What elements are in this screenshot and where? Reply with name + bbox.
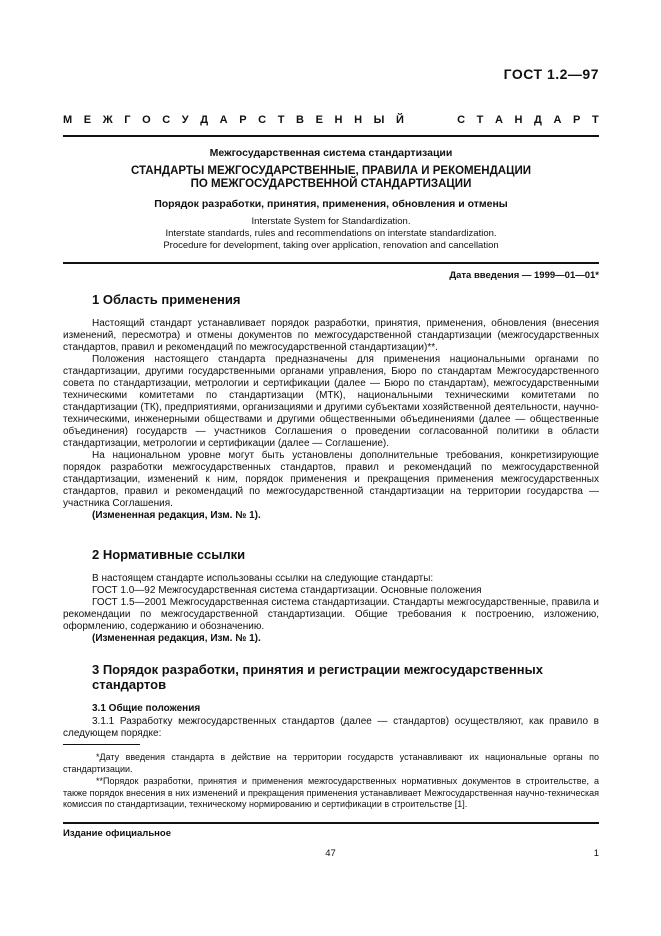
gost-number: ГОСТ 1.2—97: [503, 66, 599, 82]
banner-letter: М: [63, 114, 73, 126]
banner-letter: Р: [239, 114, 247, 126]
system-title: Межгосударственная система стандартизации: [209, 147, 453, 159]
banner-letter: Т: [591, 114, 599, 126]
reference-item: ГОСТ 1.0—92 Межгосударственная система стандартизации. Основные положения: [92, 585, 482, 596]
section-1-body: [63, 318, 599, 522]
subsection-3-1-heading: 3.1 Общие положения: [92, 703, 201, 714]
banner-letter: С: [457, 114, 466, 126]
banner-letter: Н: [334, 114, 343, 126]
sheet-number: 1: [593, 848, 599, 859]
reference-item: ГОСТ 1.5—2001 Межгосударственная система стандартизации. Стандарты межгосударственные, правила и рекомендации по межгосударственной стандартизации. Общие требования к построению, изложению, оформлению, содержанию и обозначению.: [63, 597, 599, 632]
banner-letter: О: [142, 114, 151, 126]
footnote: **Порядок разработки, принятия и применения межгосударственных нормативных документов в строительстве, а также порядок внесения в них изменений и прекращения применения устанавливает Межгосударственная научно-техническая комиссия по стандартизации, техническому нормированию и сертификации в строительстве [1].: [63, 776, 599, 809]
effective-date: Дата введения — 1999—01—01*: [449, 270, 599, 281]
banner-letter: У: [181, 114, 189, 126]
section-3-heading: [92, 662, 543, 692]
paragraph: 3.1.1 Разработку межгосударственных стандартов (далее — стандартов) осуществляют, как правило в следующем порядке:: [63, 716, 599, 739]
banner-letter: Ы: [373, 114, 385, 126]
english-title-line: Procedure for development, taking over application, renovation and cancellation: [163, 240, 499, 251]
title-rule: [63, 262, 599, 264]
section-3-heading-line: 3 Порядок разработки, принятия и регистрации межгосударственных: [92, 662, 543, 677]
section-3-heading-line: стандартов: [92, 677, 167, 692]
banner-letter: Е: [315, 114, 323, 126]
paragraph: Настоящий стандарт устанавливает порядок разработки, принятия, применения, обновления (внесения изменений, пересмотра) и отмены документов по межгосударственной стандартизации (межгосударственных стандартов, правил и рекомендаций по межгосударственной стандартизации)**.: [63, 318, 599, 353]
amendment-note: (Измененная редакция, Изм. № 1).: [92, 633, 261, 644]
banner-letter: Г: [124, 114, 131, 126]
amendment-note: (Измененная редакция, Изм. № 1).: [92, 510, 261, 521]
english-title: [63, 216, 599, 252]
banner-letter: А: [219, 114, 228, 126]
banner-letter: Й: [395, 114, 404, 126]
section-3-body: [63, 716, 599, 740]
page-number: 47: [325, 848, 336, 859]
banner-letter: А: [494, 114, 503, 126]
main-title-line: СТАНДАРТЫ МЕЖГОСУДАРСТВЕННЫЕ, ПРАВИЛА И РЕКОМЕНДАЦИИ: [130, 165, 532, 177]
footnote-separator: [63, 744, 140, 745]
banner-letter: С: [258, 114, 267, 126]
banner-letter: Н: [354, 114, 363, 126]
banner-letter: С: [162, 114, 171, 126]
main-title-line: ПО МЕЖГОСУДАРСТВЕННОЙ СТАНДАРТИЗАЦИИ: [190, 178, 472, 190]
banner-letter: А: [553, 114, 562, 126]
main-title: [63, 165, 599, 191]
footer-rule: [63, 822, 599, 824]
banner-letter: Н: [514, 114, 523, 126]
banner-letter: В: [296, 114, 304, 126]
banner-letter: Ж: [102, 114, 113, 126]
section-2-body: [63, 573, 599, 645]
paragraph: Положения настоящего стандарта предназначены для применения национальными органами по стандартизации, другими государственными органами управления, Бюро по стандартам Межгосударственного совета по стандартизации, метрологии и сертификации (далее — Бюро по стандартам), межгосударственными техническими комитетами по стандартизации (МТК), национальными техническими комитетами по стандартизации (ТК), предприятиями, организациями и другими субъектами хозяйственной деятельности, научно-техническими, инженерными обществами и другими общественными объединениями (далее — общественные объединения) государств — участников Соглашения о проведении согласованной политики в области стандартизации, метрологии и сертификации (далее — Соглашение).: [63, 354, 599, 449]
interstate-standard-banner: [63, 114, 599, 126]
banner-gap: [415, 114, 445, 126]
banner-letter: Д: [200, 114, 209, 126]
footnote: *Дату введения стандарта в действие на территории государств устанавливают их национальные органы по стандартизации.: [63, 752, 599, 774]
english-title-line: Interstate standards, rules and recommendations on interstate standardization.: [165, 228, 497, 239]
paragraph: В настоящем стандарте использованы ссылки на следующие стандарты:: [92, 573, 434, 584]
banner-letter: Р: [573, 114, 581, 126]
official-edition-label: Издание официальное: [63, 828, 171, 839]
header-rule: [63, 135, 599, 137]
section-1-heading: 1 Область применения: [92, 292, 241, 307]
document-subtitle: Порядок разработки, принятия, применения, обновления и отмены: [154, 198, 508, 210]
footnotes: [63, 752, 599, 812]
banner-letter: Д: [534, 114, 542, 126]
paragraph: На национальном уровне могут быть установлены дополнительные требования, конкретизирующие порядок разработки межгосударственных стандартов, правил и рекомендаций по межгосударственной стандартизации, изменений к ним, порядок применения и прекращения применения межгосударственных стандартов, правил и рекомендаций по межгосударственной стандартизации на территории государства — участника Соглашения.: [63, 450, 599, 509]
banner-letter: Т: [277, 114, 285, 126]
banner-letter: Е: [83, 114, 92, 126]
section-2-heading: 2 Нормативные ссылки: [92, 547, 246, 562]
banner-letter: Т: [476, 114, 484, 126]
english-title-line: Interstate System for Standardization.: [251, 216, 411, 227]
